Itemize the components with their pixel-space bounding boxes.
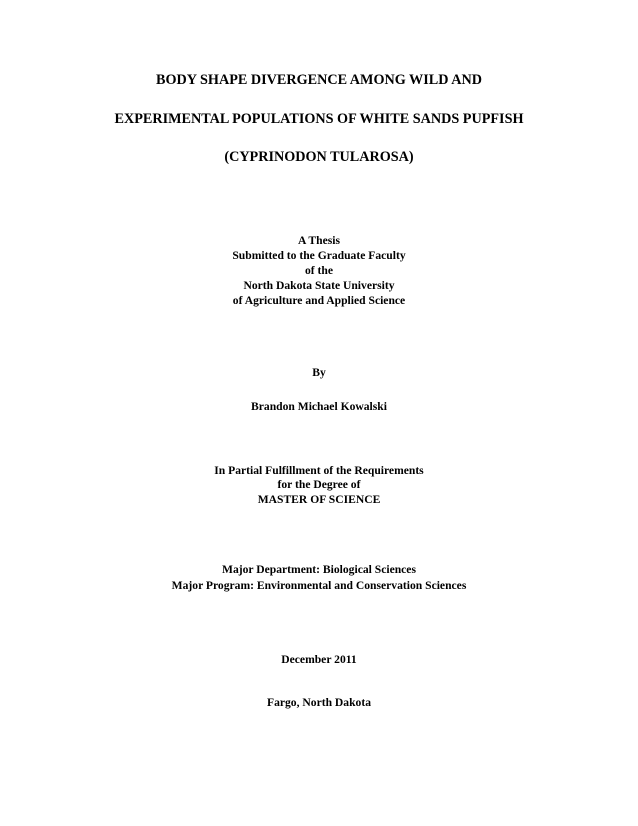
thesis-title-line-3: (CYPRINODON TULAROSA) xyxy=(224,149,414,165)
submitted-to-line: Submitted to the Graduate Faculty xyxy=(232,249,406,262)
thesis-designation: A Thesis xyxy=(298,234,340,247)
university-subtitle: of Agriculture and Applied Science xyxy=(232,294,406,307)
fulfillment-line: In Partial Fulfillment of the Requirements xyxy=(214,464,424,477)
thesis-title-line-2: EXPERIMENTAL POPULATIONS OF WHITE SANDS PUPFISH xyxy=(114,111,524,127)
submission-date: December 2011 xyxy=(281,653,357,666)
by-label: By xyxy=(312,366,326,379)
degree-of-line: for the Degree of xyxy=(277,478,361,491)
author-name: Brandon Michael Kowalski xyxy=(251,400,387,413)
of-the-line: of the xyxy=(304,264,333,277)
major-department: Major Department: Biological Sciences xyxy=(222,563,416,576)
university-name: North Dakota State University xyxy=(243,279,395,292)
submission-location: Fargo, North Dakota xyxy=(266,696,371,709)
degree-name: MASTER OF SCIENCE xyxy=(257,493,381,506)
major-program: Major Program: Environmental and Conservation Sciences xyxy=(171,579,467,592)
thesis-title-line-1: BODY SHAPE DIVERGENCE AMONG WILD AND xyxy=(156,72,482,88)
